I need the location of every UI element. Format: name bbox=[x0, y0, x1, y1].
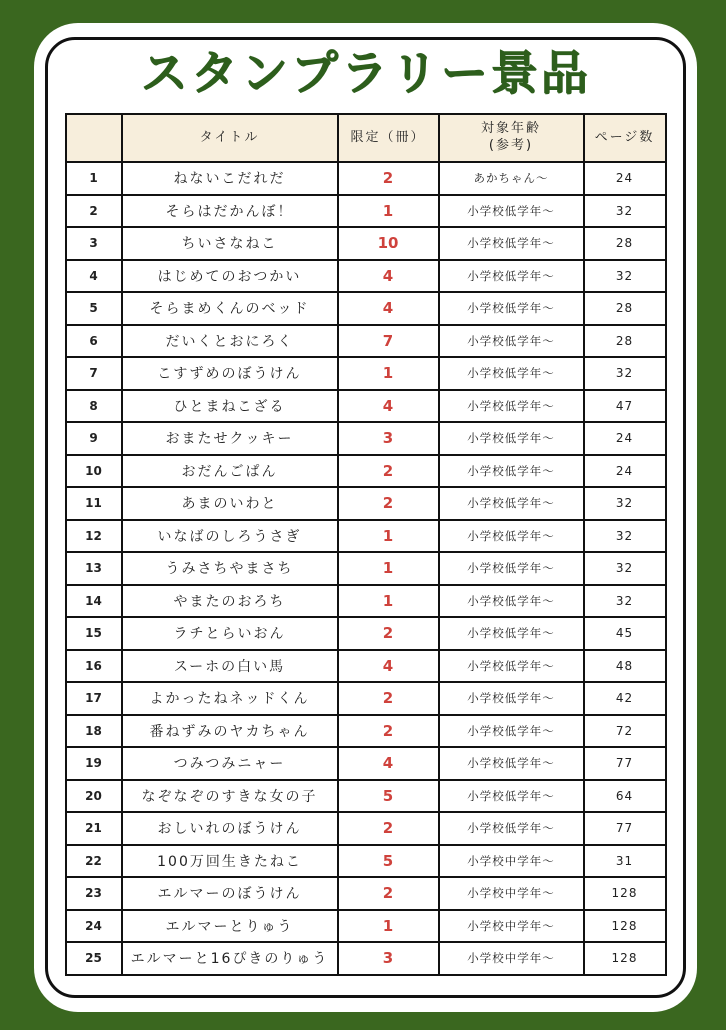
limited-copies-value: 3 bbox=[338, 942, 439, 975]
page-count-value: 32 bbox=[584, 195, 666, 228]
row-number: 13 bbox=[66, 552, 122, 585]
book-title: うみさちやまさち bbox=[122, 552, 338, 585]
limited-copies-value: 2 bbox=[338, 715, 439, 748]
limited-copies-value: 10 bbox=[338, 227, 439, 260]
target-age-value: 小学校低学年～ bbox=[439, 780, 584, 813]
limited-copies-value: 2 bbox=[338, 455, 439, 488]
page-count-value: 28 bbox=[584, 292, 666, 325]
target-age-value: 小学校低学年～ bbox=[439, 292, 584, 325]
header-limited-copies: 限定（冊） bbox=[338, 114, 439, 162]
table-row bbox=[66, 585, 666, 618]
table-body bbox=[66, 162, 666, 975]
target-age-value: 小学校低学年～ bbox=[439, 682, 584, 715]
book-title: 100万回生きたねこ bbox=[122, 845, 338, 878]
target-age-value: 小学校低学年～ bbox=[439, 650, 584, 683]
row-number: 12 bbox=[66, 520, 122, 553]
page-count-value: 32 bbox=[584, 357, 666, 390]
limited-copies-value: 4 bbox=[338, 260, 439, 293]
header-target-age bbox=[439, 114, 584, 162]
limited-copies-value: 4 bbox=[338, 292, 439, 325]
book-title: だいくとおにろく bbox=[122, 325, 338, 358]
table-row bbox=[66, 455, 666, 488]
table-header bbox=[66, 114, 666, 162]
limited-copies-value: 2 bbox=[338, 162, 439, 195]
prize-sheet-card bbox=[34, 23, 697, 1012]
page-count-value: 31 bbox=[584, 845, 666, 878]
page-count-value: 24 bbox=[584, 422, 666, 455]
limited-copies-value: 4 bbox=[338, 390, 439, 423]
target-age-value: 小学校低学年～ bbox=[439, 357, 584, 390]
book-title: ねないこだれだ bbox=[122, 162, 338, 195]
page-count-value: 32 bbox=[584, 585, 666, 618]
page-count-value: 24 bbox=[584, 455, 666, 488]
target-age-value: 小学校低学年～ bbox=[439, 585, 584, 618]
target-age-value: 小学校低学年～ bbox=[439, 227, 584, 260]
target-age-value: 小学校中学年～ bbox=[439, 877, 584, 910]
row-number: 23 bbox=[66, 877, 122, 910]
page-title: スタンプラリー景品 bbox=[140, 46, 591, 101]
page-count-value: 47 bbox=[584, 390, 666, 423]
book-title: いなばのしろうさぎ bbox=[122, 520, 338, 553]
limited-copies-value: 1 bbox=[338, 552, 439, 585]
table-row bbox=[66, 682, 666, 715]
table-row bbox=[66, 617, 666, 650]
book-title: はじめてのおつかい bbox=[122, 260, 338, 293]
page-count-value: 24 bbox=[584, 162, 666, 195]
page-count-value: 128 bbox=[584, 877, 666, 910]
table-row bbox=[66, 877, 666, 910]
book-title: 番ねずみのヤカちゃん bbox=[122, 715, 338, 748]
page-count-value: 64 bbox=[584, 780, 666, 813]
target-age-value: 小学校低学年～ bbox=[439, 747, 584, 780]
target-age-value: 小学校中学年～ bbox=[439, 845, 584, 878]
table-row bbox=[66, 910, 666, 943]
page-count-value: 32 bbox=[584, 520, 666, 553]
table-row bbox=[66, 520, 666, 553]
row-number: 1 bbox=[66, 162, 122, 195]
target-age-value: 小学校低学年～ bbox=[439, 617, 584, 650]
header-target-age-line2: (参考) bbox=[488, 138, 534, 153]
header-index bbox=[66, 114, 122, 162]
page-count-value: 48 bbox=[584, 650, 666, 683]
limited-copies-value: 1 bbox=[338, 520, 439, 553]
table-row bbox=[66, 357, 666, 390]
page-count-value: 32 bbox=[584, 552, 666, 585]
page-count-value: 77 bbox=[584, 812, 666, 845]
limited-copies-value: 4 bbox=[338, 747, 439, 780]
row-number: 20 bbox=[66, 780, 122, 813]
table-row bbox=[66, 747, 666, 780]
page-count-value: 42 bbox=[584, 682, 666, 715]
table-row bbox=[66, 487, 666, 520]
row-number: 19 bbox=[66, 747, 122, 780]
book-title: ちいさなねこ bbox=[122, 227, 338, 260]
book-title: ひとまねこざる bbox=[122, 390, 338, 423]
book-title: ラチとらいおん bbox=[122, 617, 338, 650]
header-page-count: ページ数 bbox=[584, 114, 666, 162]
row-number: 15 bbox=[66, 617, 122, 650]
book-title: やまたのおろち bbox=[122, 585, 338, 618]
limited-copies-value: 5 bbox=[338, 780, 439, 813]
book-title: そらまめくんのベッド bbox=[122, 292, 338, 325]
row-number: 14 bbox=[66, 585, 122, 618]
page-count-value: 45 bbox=[584, 617, 666, 650]
table-row bbox=[66, 650, 666, 683]
limited-copies-value: 1 bbox=[338, 910, 439, 943]
book-title: よかったねネッドくん bbox=[122, 682, 338, 715]
book-title: あまのいわと bbox=[122, 487, 338, 520]
page-count-value: 32 bbox=[584, 260, 666, 293]
table-row bbox=[66, 162, 666, 195]
row-number: 11 bbox=[66, 487, 122, 520]
target-age-value: あかちゃん～ bbox=[439, 162, 584, 195]
header-target-age-line1: 対象年齢 bbox=[480, 121, 541, 137]
limited-copies-value: 2 bbox=[338, 812, 439, 845]
header-title: タイトル bbox=[122, 114, 338, 162]
row-number: 22 bbox=[66, 845, 122, 878]
book-title: おしいれのぼうけん bbox=[122, 812, 338, 845]
book-title: こすずめのぼうけん bbox=[122, 357, 338, 390]
table-row bbox=[66, 390, 666, 423]
target-age-value: 小学校低学年～ bbox=[439, 715, 584, 748]
row-number: 3 bbox=[66, 227, 122, 260]
row-number: 2 bbox=[66, 195, 122, 228]
table-row bbox=[66, 422, 666, 455]
page-count-value: 77 bbox=[584, 747, 666, 780]
row-number: 24 bbox=[66, 910, 122, 943]
target-age-value: 小学校低学年～ bbox=[439, 195, 584, 228]
target-age-value: 小学校低学年～ bbox=[439, 487, 584, 520]
limited-copies-value: 2 bbox=[338, 682, 439, 715]
limited-copies-value: 2 bbox=[338, 617, 439, 650]
row-number: 7 bbox=[66, 357, 122, 390]
row-number: 8 bbox=[66, 390, 122, 423]
row-number: 6 bbox=[66, 325, 122, 358]
book-title: スーホの白い馬 bbox=[122, 650, 338, 683]
target-age-value: 小学校低学年～ bbox=[439, 260, 584, 293]
table-row bbox=[66, 227, 666, 260]
row-number: 9 bbox=[66, 422, 122, 455]
book-title: おだんごぱん bbox=[122, 455, 338, 488]
limited-copies-value: 3 bbox=[338, 422, 439, 455]
target-age-value: 小学校低学年～ bbox=[439, 552, 584, 585]
row-number: 21 bbox=[66, 812, 122, 845]
limited-copies-value: 2 bbox=[338, 487, 439, 520]
book-title: エルマーとりゅう bbox=[122, 910, 338, 943]
target-age-value: 小学校低学年～ bbox=[439, 812, 584, 845]
row-number: 16 bbox=[66, 650, 122, 683]
book-title: つみつみニャー bbox=[122, 747, 338, 780]
target-age-value: 小学校低学年～ bbox=[439, 520, 584, 553]
table-row bbox=[66, 195, 666, 228]
page-count-value: 128 bbox=[584, 942, 666, 975]
table-row bbox=[66, 780, 666, 813]
book-title: エルマーと16ぴきのりゅう bbox=[122, 942, 338, 975]
table-row bbox=[66, 260, 666, 293]
page-count-value: 28 bbox=[584, 325, 666, 358]
table-row bbox=[66, 942, 666, 975]
limited-copies-value: 1 bbox=[338, 195, 439, 228]
limited-copies-value: 5 bbox=[338, 845, 439, 878]
table-row bbox=[66, 552, 666, 585]
target-age-value: 小学校低学年～ bbox=[439, 422, 584, 455]
page-count-value: 128 bbox=[584, 910, 666, 943]
table-row bbox=[66, 715, 666, 748]
target-age-value: 小学校低学年～ bbox=[439, 390, 584, 423]
card-inner-border bbox=[45, 37, 686, 998]
book-title: エルマーのぼうけん bbox=[122, 877, 338, 910]
table-row bbox=[66, 292, 666, 325]
page-count-value: 28 bbox=[584, 227, 666, 260]
row-number: 10 bbox=[66, 455, 122, 488]
book-title: そらはだかんぼ！ bbox=[122, 195, 338, 228]
limited-copies-value: 4 bbox=[338, 650, 439, 683]
row-number: 25 bbox=[66, 942, 122, 975]
limited-copies-value: 2 bbox=[338, 877, 439, 910]
table-header-row bbox=[66, 114, 666, 162]
target-age-value: 小学校中学年～ bbox=[439, 942, 584, 975]
book-title: おまたせクッキー bbox=[122, 422, 338, 455]
page-count-value: 32 bbox=[584, 487, 666, 520]
target-age-value: 小学校低学年～ bbox=[439, 325, 584, 358]
target-age-value: 小学校中学年～ bbox=[439, 910, 584, 943]
limited-copies-value: 7 bbox=[338, 325, 439, 358]
table-row bbox=[66, 845, 666, 878]
prize-table bbox=[65, 113, 667, 976]
row-number: 4 bbox=[66, 260, 122, 293]
limited-copies-value: 1 bbox=[338, 357, 439, 390]
row-number: 5 bbox=[66, 292, 122, 325]
page-count-value: 72 bbox=[584, 715, 666, 748]
book-title: なぞなぞのすきな女の子 bbox=[122, 780, 338, 813]
table-row bbox=[66, 812, 666, 845]
row-number: 17 bbox=[66, 682, 122, 715]
row-number: 18 bbox=[66, 715, 122, 748]
table-row bbox=[66, 325, 666, 358]
target-age-value: 小学校低学年～ bbox=[439, 455, 584, 488]
limited-copies-value: 1 bbox=[338, 585, 439, 618]
